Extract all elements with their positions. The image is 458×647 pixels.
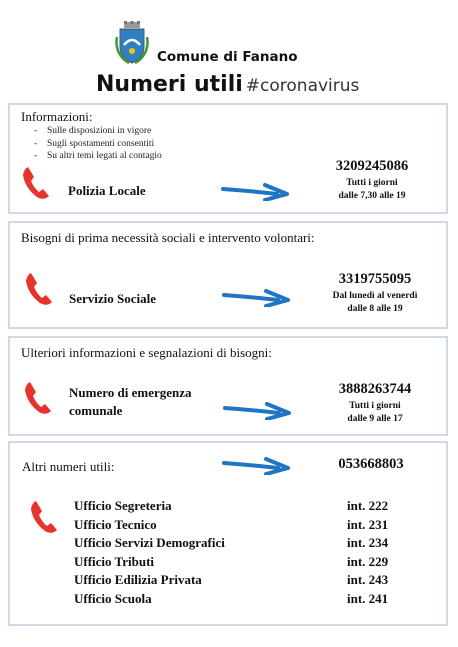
hours-line: dalle 8 alle 19 (347, 304, 403, 314)
arrow-right-icon (222, 289, 290, 307)
arrow-right-icon (223, 402, 291, 420)
office-row (74, 517, 414, 536)
service-label: Servizio Sociale (69, 291, 157, 306)
section-servizio-sociale (8, 221, 448, 329)
coat-of-arms-icon (115, 21, 149, 65)
phone-icon (24, 381, 52, 415)
office-extension: int. 229 (347, 553, 389, 569)
page-title (96, 72, 359, 97)
service-label: Polizia Locale (68, 183, 146, 198)
hours-line: dalle 9 alle 17 (347, 414, 403, 424)
hours-line: Tutti i giorni (346, 178, 398, 188)
office-row (74, 535, 414, 554)
info-bullet-list (34, 126, 162, 164)
office-name: Ufficio Segreteria (74, 498, 172, 513)
hours-line: Tutti i giorni (349, 401, 401, 411)
phone-icon (25, 272, 53, 306)
office-name: Ufficio Edilizia Privata (74, 572, 202, 587)
bullet-item: - Sugli spostamenti consentiti (34, 139, 162, 152)
office-extension: int. 231 (347, 516, 389, 532)
phone-number: 3319755095 (338, 271, 412, 287)
title-hashtag: #coronavirus (245, 76, 360, 96)
hours-line: Dal lunedì al venerdì (332, 291, 418, 301)
title-main: Numeri utili (96, 72, 243, 97)
office-name: Ufficio Scuola (74, 590, 152, 606)
section-informazioni (8, 103, 448, 214)
phone-number: 3209245086 (335, 158, 409, 174)
phone-number: 3888263744 (338, 381, 412, 397)
office-extension: int. 234 (347, 535, 389, 550)
service-label: comunale (69, 403, 123, 418)
section-heading: Altri numeri utili: (22, 459, 115, 474)
office-name: Ufficio Tecnico (74, 516, 157, 532)
comune-name: Comune di Fanano (157, 49, 298, 65)
section-heading: Informazioni: (21, 109, 93, 124)
bullet-item: - Su altri temi legati al contagio (34, 151, 162, 164)
office-name: Ufficio Tributi (74, 553, 155, 569)
service-label: Numero di emergenza (69, 385, 192, 400)
arrow-right-icon (221, 183, 289, 201)
office-row (74, 572, 414, 591)
office-extension: int. 222 (347, 498, 389, 513)
office-list (74, 498, 414, 609)
bullet-item: - Sulle disposizioni in vigore (34, 126, 162, 139)
office-row (74, 554, 414, 573)
section-heading: Ulteriori informazioni e segnalazioni di bisogni: (21, 345, 272, 360)
office-name: Ufficio Servizi Demografici (74, 535, 225, 550)
section-heading: Bisogni di prima necessità sociali e intervento volontari: (21, 230, 315, 245)
office-row (74, 498, 414, 517)
phone-number: 053668803 (338, 456, 404, 472)
office-extension: int. 243 (347, 572, 389, 587)
office-extension: int. 241 (347, 590, 389, 606)
section-altri-numeri (8, 441, 448, 626)
hours-line: dalle 7,30 alle 19 (338, 191, 406, 201)
office-row (74, 591, 414, 610)
phone-icon (30, 500, 58, 534)
section-emergenza (8, 336, 448, 436)
phone-icon (22, 166, 50, 200)
arrow-right-icon (222, 457, 290, 475)
